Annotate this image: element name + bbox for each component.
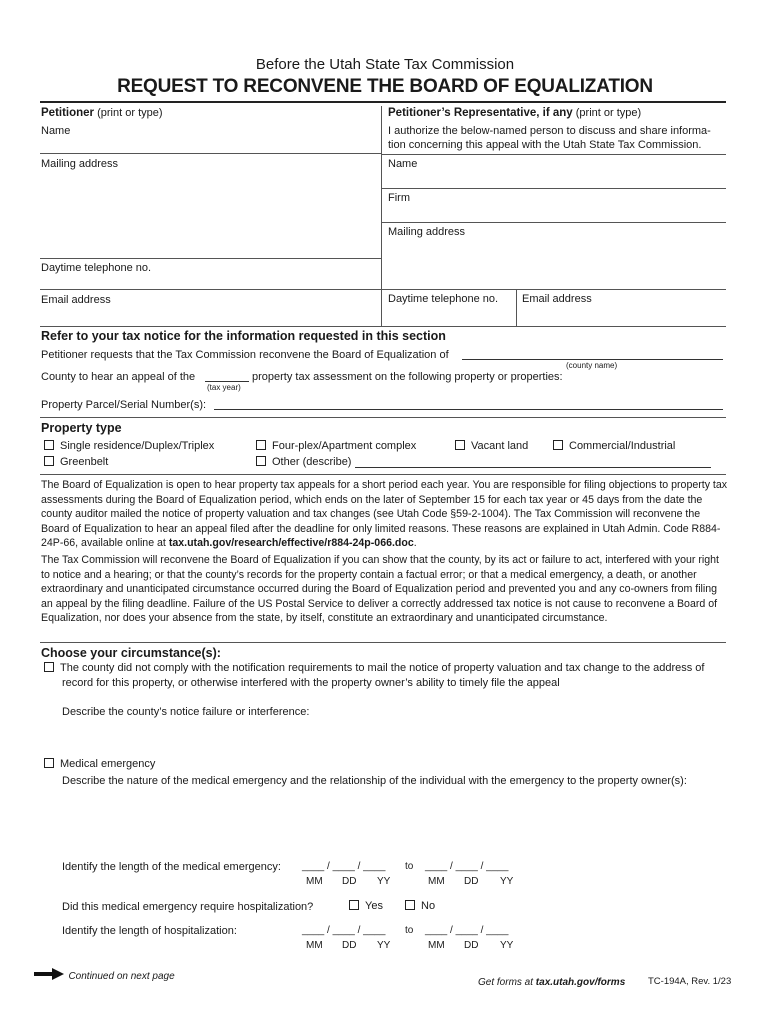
hospitalization-yes-option[interactable]: Yes [349,900,383,912]
medical-end-date-field[interactable]: ____ / ____ / ____ [425,861,509,872]
title-rule [40,101,726,103]
hosp-end-mm: MM [428,940,445,951]
option-fourplex[interactable]: Four-plex/Apartment complex [256,440,416,452]
hospitalization-no-option[interactable]: No [405,900,435,912]
medical-emergency-checkbox[interactable] [44,758,54,768]
hospitalization-length-label: Identify the length of hospitalization: [62,925,237,937]
arrow-right-icon [34,968,64,980]
board-info-paragraph: The Board of Equalization is open to hear property tax appeals for a short period each year. You are responsible for filing objections to property tax assessments during the Board of Equalization period, which ends on the later of September 15 for each tax year or 45 days from the date the county auditor mailed the notice of property valuation and tax changes (see Utah Code §59-2-1004). The Tax Commission will reconvene the Board of Equalization to hear an appeal filed after the deadline for only limited reasons. These reasons are explained in Utah Admin. Code R884-24P-66, available online at tax.utah.gov/research/effective/r884-24p-066.doc. [41,479,728,550]
other-checkbox[interactable] [256,456,266,466]
fourplex-checkbox[interactable] [256,440,266,450]
hospitalization-question: Did this medical emergency require hospitalization? [62,901,314,913]
medical-start-dd: DD [342,876,357,887]
petitioner-heading: Petitioner (print or type) [41,107,163,119]
column-divider [381,106,382,326]
medical-end-dd: DD [464,876,479,887]
petitioner-name-label: Name [41,125,71,137]
medical-describe-label: Describe the nature of the medical emergency and the relationship of the individual with the emergency to the property owner(s): [62,775,687,787]
medical-end-mm: MM [428,876,445,887]
greenbelt-checkbox[interactable] [44,456,54,466]
hospitalization-yes-checkbox[interactable] [349,900,359,910]
county-failure-checkbox[interactable] [44,662,54,672]
section-rule [40,326,726,327]
option-greenbelt[interactable]: Greenbelt [44,456,108,468]
county-appeal-line-b: property tax assessment on the following property or properties: [252,371,563,383]
parcel-label: Property Parcel/Serial Number(s): [41,399,207,411]
forms-link[interactable]: tax.utah.gov/forms [535,977,626,988]
medical-start-yy: YY [377,876,391,887]
hosp-end-yy: YY [500,940,514,951]
county-appeal-line-a: County to hear an appeal of the [41,371,196,383]
get-forms-note: Get forms at tax.utah.gov/forms [478,977,626,988]
parcel-number-field[interactable] [214,399,723,410]
petitioner-phone-label: Daytime telephone no. [41,262,152,274]
representative-firm-label: Firm [388,192,410,204]
commercial-checkbox[interactable] [553,440,563,450]
hosp-start-date-field[interactable]: ____ / ____ / ____ [302,925,386,936]
option-commercial[interactable]: Commercial/Industrial [553,440,675,452]
hosp-start-dd: DD [342,940,357,951]
notice-section-heading: Refer to your tax notice for the information requested in this section [41,329,446,343]
reconvene-request-line: Petitioner requests that the Tax Commission reconvene the Board of Equalization of [41,349,449,361]
property-type-heading: Property type [41,421,122,435]
medical-end-yy: YY [500,876,514,887]
form-id: TC-194A, Rev. 1/23 [648,976,732,987]
single-residence-checkbox[interactable] [44,440,54,450]
representative-email-label: Email address [522,293,592,305]
medical-length-label: Identify the length of the medical emergency: [62,861,281,873]
pre-title: Before the Utah State Tax Commission [255,56,515,73]
option-other[interactable]: Other (describe) [256,456,351,468]
vacant-land-checkbox[interactable] [455,440,465,450]
hosp-start-yy: YY [377,940,391,951]
county-name-field[interactable] [462,349,723,360]
representative-name-label: Name [388,158,418,170]
tax-year-field[interactable] [205,372,249,382]
representative-phone-label: Daytime telephone no. [388,293,499,305]
hospitalization-no-checkbox[interactable] [405,900,415,910]
circumstances-heading: Choose your circumstance(s): [41,646,221,660]
representative-auth-line2: tion concerning this appeal with the Utah State Tax Commission. [388,139,702,151]
rule-link[interactable]: tax.utah.gov/research/effective/r884-24p-066.doc [168,537,414,550]
tax-year-caption: (tax year) [207,383,241,392]
hosp-to-label: to [405,925,414,936]
representative-auth-line1: I authorize the below-named person to discuss and share informa- [388,125,711,137]
petitioner-mailing-label: Mailing address [41,158,119,170]
hosp-start-mm: MM [306,940,323,951]
continued-note: Continued on next page [34,966,175,984]
medical-start-mm: MM [306,876,323,887]
representative-heading: Petitioner’s Representative, if any (print or type) [388,107,642,119]
county-failure-line2: record for this property, or otherwise interfered with the property owner’s ability to timely file the appeal [62,677,560,689]
medical-emergency-option[interactable]: Medical emergency [44,758,155,770]
county-describe-label: Describe the county’s notice failure or interference: [62,706,310,718]
hosp-end-date-field[interactable]: ____ / ____ / ____ [425,925,509,936]
medical-to-label: to [405,861,414,872]
medical-start-date-field[interactable]: ____ / ____ / ____ [302,861,386,872]
representative-mailing-label: Mailing address [388,226,466,238]
hosp-end-dd: DD [464,940,479,951]
option-vacant-land[interactable]: Vacant land [455,440,528,452]
reconvene-conditions-paragraph: The Tax Commission will reconvene the Board of Equalization if you can show that the county, by its act or failure to act, interfered with your right to notice and a hearing; or that the county’s records for the property contain a factual error; or that a medical emergency, a death, or another extraordinary and unanticipated circumstance occurred during the Board of Equalization period and prevented you and any co-owners from filing an appeal by the filing deadline. Failure of the US Postal Service to deliver a correctly addressed tax notice is not cause to reconvene a Board of Equalization, nor does your absence from the state, by itself, constitute an extraordinary and unanticipated circumstance. [41,554,719,625]
other-describe-field[interactable] [355,456,711,468]
option-single-residence[interactable]: Single residence/Duplex/Triplex [44,440,214,452]
page-title: REQUEST TO RECONVENE THE BOARD OF EQUALIZATION [117,76,653,97]
county-name-caption: (county name) [566,361,618,370]
petitioner-email-label: Email address [41,294,111,306]
county-failure-option[interactable]: The county did not comply with the notification requirements to mail the notice of property valuation and tax change to the address of [44,662,704,674]
